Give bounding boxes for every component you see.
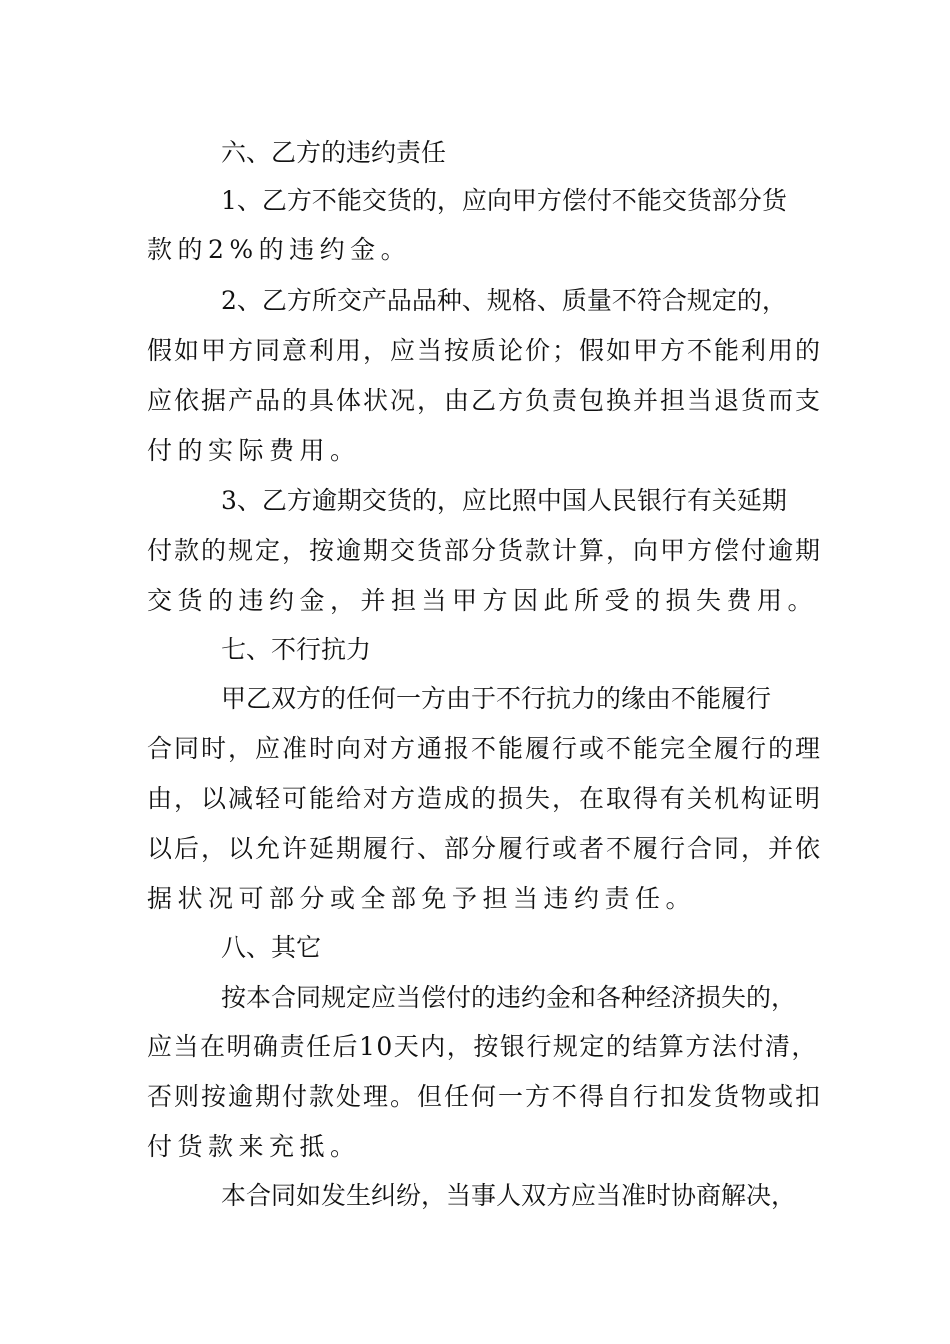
paragraph-line: 应当在明确责任后10天内，按银行规定的结算方法付清，	[147, 1032, 818, 1061]
paragraph-line: 合同时，应准时向对方通报不能履行或不能完全履行的理	[147, 734, 823, 763]
paragraph-line: 付货款来充抵。	[147, 1132, 361, 1161]
paragraph-line: 以后，以允许延期履行、部分履行或者不履行合同，并依	[147, 834, 823, 863]
section-heading-force-majeure: 七、不行抗力	[221, 635, 372, 664]
paragraph-line: 付的实际费用。	[147, 436, 361, 465]
paragraph-line: 3、乙方逾期交货的，应比照中国人民银行有关延期	[221, 486, 787, 515]
paragraph-line: 由，以减轻可能给对方造成的损失，在取得有关机构证明	[147, 784, 823, 813]
paragraph-line: 据状况可部分或全部免予担当违约责任。	[147, 884, 697, 913]
paragraph-line: 款的2%的违约金。	[147, 235, 412, 264]
paragraph-line: 本合同如发生纠纷，当事人双方应当准时协商解决，	[221, 1181, 797, 1210]
paragraph-line: 1、乙方不能交货的，应向甲方偿付不能交货部分货	[221, 186, 787, 215]
paragraph-line: 交货的违约金，并担当甲方因此所受的损失费用。	[147, 586, 819, 615]
paragraph-line: 甲乙双方的任何一方由于不行抗力的缘由不能履行	[221, 684, 772, 713]
paragraph-line: 否则按逾期付款处理。但任何一方不得自行扣发货物或扣	[147, 1082, 823, 1111]
section-heading-other: 八、其它	[221, 933, 322, 962]
paragraph-line: 按本合同规定应当偿付的违约金和各种经济损失的，	[221, 983, 797, 1012]
paragraph-line: 付款的规定，按逾期交货部分货款计算，向甲方偿付逾期	[147, 536, 823, 565]
section-heading-breach-party-b: 六、乙方的违约责任	[221, 138, 447, 167]
paragraph-line: 应依据产品的具体状况，由乙方负责包换并担当退货而支	[147, 386, 823, 415]
paragraph-line: 假如甲方同意利用，应当按质论价；假如甲方不能利用的	[147, 336, 823, 365]
paragraph-line: 2、乙方所交产品品种、规格、质量不符合规定的，	[221, 286, 787, 315]
